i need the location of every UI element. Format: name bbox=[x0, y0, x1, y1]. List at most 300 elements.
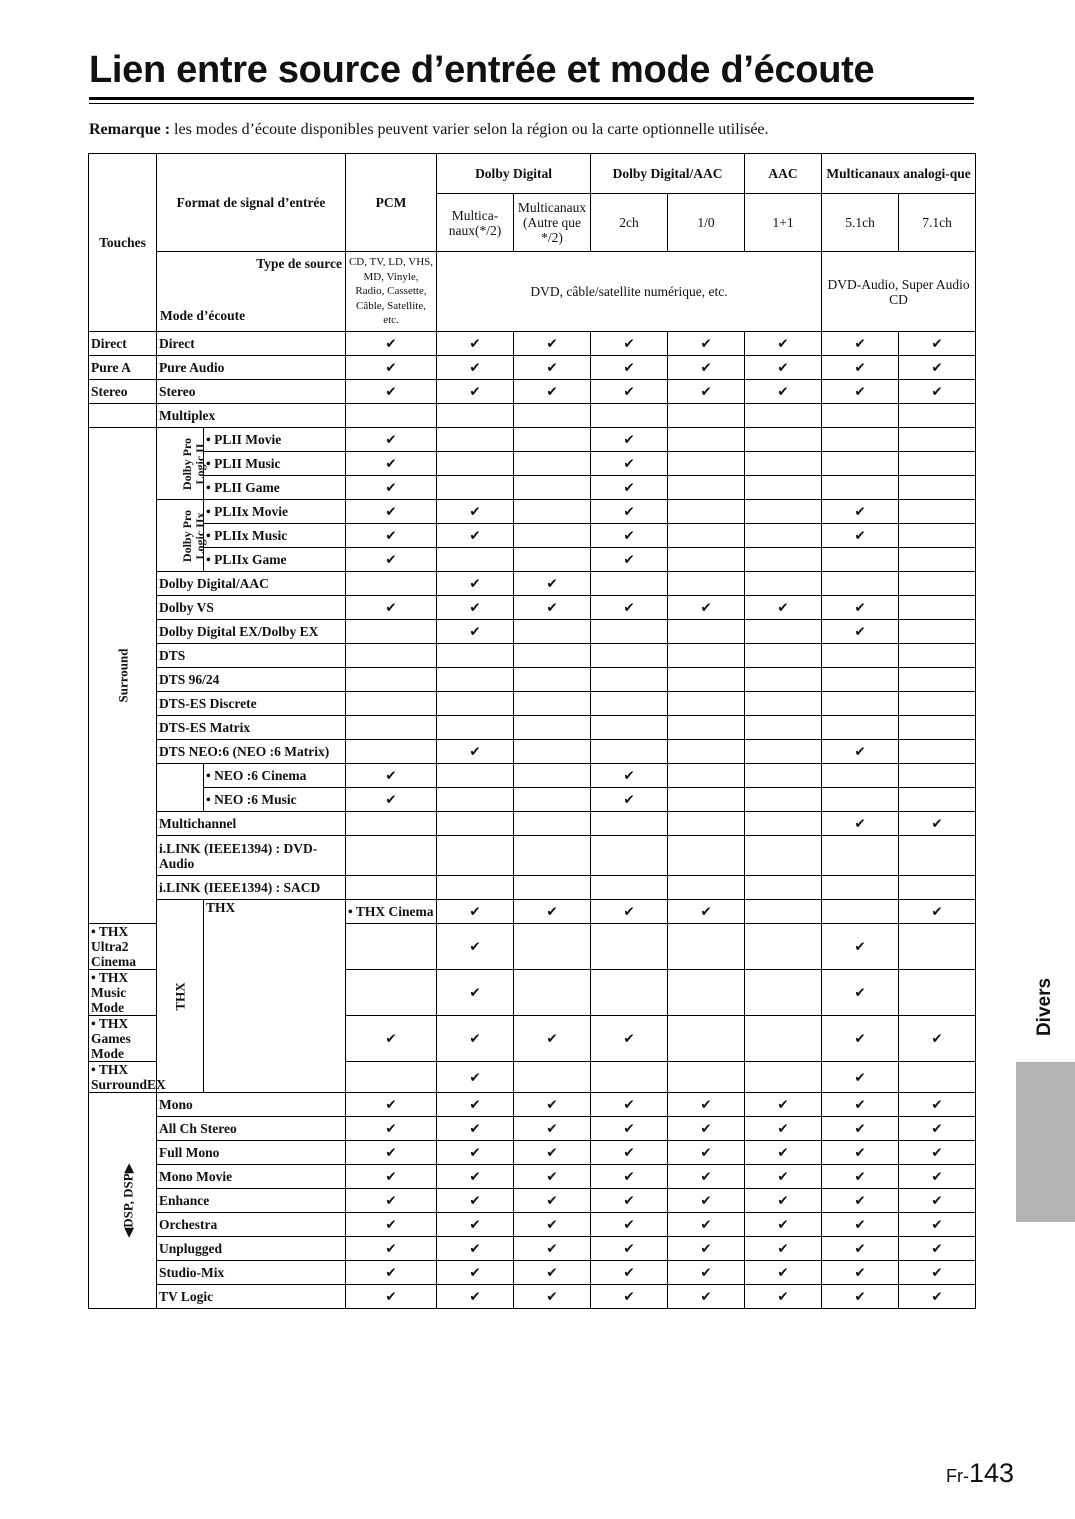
check-mark: ✔ bbox=[346, 1016, 437, 1062]
empty-cell bbox=[437, 836, 514, 876]
empty-cell bbox=[745, 1062, 822, 1093]
check-mark: ✔ bbox=[745, 332, 822, 356]
header-sub-1-1: 1+1 bbox=[745, 194, 822, 252]
mode-name: DTS 96/24 bbox=[157, 668, 346, 692]
empty-cell bbox=[745, 900, 822, 924]
empty-cell bbox=[591, 836, 668, 876]
table-row bbox=[89, 1165, 976, 1189]
table-row bbox=[89, 1189, 976, 1213]
check-mark: ✔ bbox=[822, 1062, 899, 1093]
check-mark: ✔ bbox=[437, 1093, 514, 1117]
check-mark: ✔ bbox=[591, 428, 668, 452]
table-row bbox=[89, 1261, 976, 1285]
mode-name: • THX Music Mode bbox=[89, 970, 157, 1016]
table-row bbox=[89, 1117, 976, 1141]
remark-note bbox=[89, 119, 769, 141]
empty-cell bbox=[745, 524, 822, 548]
mode-name: • THX SurroundEX bbox=[89, 1062, 157, 1093]
check-mark: ✔ bbox=[668, 332, 745, 356]
check-mark: ✔ bbox=[745, 596, 822, 620]
check-mark: ✔ bbox=[899, 1261, 976, 1285]
empty-cell bbox=[514, 764, 591, 788]
check-mark: ✔ bbox=[591, 764, 668, 788]
table-row bbox=[89, 572, 976, 596]
empty-cell bbox=[514, 500, 591, 524]
check-mark: ✔ bbox=[822, 1165, 899, 1189]
empty-cell bbox=[514, 524, 591, 548]
empty-cell bbox=[437, 812, 514, 836]
empty-cell bbox=[591, 572, 668, 596]
check-mark: ✔ bbox=[346, 452, 437, 476]
header-aac: AAC bbox=[745, 154, 822, 194]
check-mark: ✔ bbox=[591, 332, 668, 356]
empty-cell bbox=[437, 876, 514, 900]
check-mark: ✔ bbox=[437, 572, 514, 596]
table-row bbox=[89, 1213, 976, 1237]
check-mark: ✔ bbox=[822, 812, 899, 836]
check-mark: ✔ bbox=[591, 1117, 668, 1141]
empty-cell bbox=[822, 900, 899, 924]
check-mark: ✔ bbox=[591, 900, 668, 924]
check-mark: ✔ bbox=[899, 812, 976, 836]
check-mark: ✔ bbox=[591, 1237, 668, 1261]
empty-cell bbox=[591, 970, 668, 1016]
empty-cell bbox=[591, 876, 668, 900]
mode-name: DTS-ES Matrix bbox=[157, 716, 346, 740]
check-mark: ✔ bbox=[899, 1141, 976, 1165]
check-mark: ✔ bbox=[437, 1165, 514, 1189]
check-mark: ✔ bbox=[437, 524, 514, 548]
check-mark: ✔ bbox=[668, 1189, 745, 1213]
check-mark: ✔ bbox=[346, 1213, 437, 1237]
table-row bbox=[89, 428, 976, 452]
check-mark: ✔ bbox=[591, 1213, 668, 1237]
empty-cell bbox=[822, 836, 899, 876]
check-mark: ✔ bbox=[346, 428, 437, 452]
empty-cell bbox=[745, 836, 822, 876]
empty-cell bbox=[437, 644, 514, 668]
table-row bbox=[89, 692, 976, 716]
empty-cell bbox=[668, 668, 745, 692]
page-prefix: Fr- bbox=[946, 1466, 969, 1486]
empty-cell bbox=[822, 764, 899, 788]
empty-cell bbox=[899, 548, 976, 572]
empty-cell bbox=[437, 428, 514, 452]
check-mark: ✔ bbox=[437, 1261, 514, 1285]
check-mark: ✔ bbox=[822, 970, 899, 1016]
empty-cell bbox=[668, 452, 745, 476]
side-tab-label bbox=[1018, 952, 1072, 1062]
table-row bbox=[89, 1093, 976, 1117]
empty-cell bbox=[437, 548, 514, 572]
empty-cell bbox=[514, 452, 591, 476]
check-mark: ✔ bbox=[591, 788, 668, 812]
empty-cell bbox=[745, 548, 822, 572]
check-mark: ✔ bbox=[346, 500, 437, 524]
empty-cell bbox=[437, 476, 514, 500]
table-row bbox=[89, 380, 976, 404]
header-dolby-digital: Dolby Digital bbox=[437, 154, 591, 194]
empty-cell bbox=[514, 716, 591, 740]
check-mark: ✔ bbox=[437, 620, 514, 644]
mode-name: Orchestra bbox=[157, 1213, 346, 1237]
empty-cell bbox=[745, 924, 822, 970]
check-mark: ✔ bbox=[591, 1285, 668, 1309]
check-mark: ✔ bbox=[437, 1213, 514, 1237]
key-cell bbox=[89, 428, 157, 924]
empty-cell bbox=[899, 452, 976, 476]
check-mark: ✔ bbox=[668, 356, 745, 380]
empty-cell bbox=[822, 876, 899, 900]
check-mark: ✔ bbox=[591, 356, 668, 380]
table-row bbox=[89, 740, 976, 764]
empty-cell bbox=[899, 764, 976, 788]
empty-cell bbox=[745, 788, 822, 812]
header-dvd-sources: DVD, câble/satellite numérique, etc. bbox=[437, 252, 822, 332]
check-mark: ✔ bbox=[591, 1165, 668, 1189]
check-mark: ✔ bbox=[514, 332, 591, 356]
empty-cell bbox=[668, 500, 745, 524]
empty-cell bbox=[514, 812, 591, 836]
empty-cell bbox=[514, 692, 591, 716]
check-mark: ✔ bbox=[591, 1141, 668, 1165]
empty-cell bbox=[745, 452, 822, 476]
check-mark: ✔ bbox=[745, 1141, 822, 1165]
table-row bbox=[89, 452, 976, 476]
key-cell: Stereo bbox=[89, 380, 157, 404]
empty-cell bbox=[822, 404, 899, 428]
mode-name: Studio-Mix bbox=[157, 1261, 346, 1285]
check-mark: ✔ bbox=[437, 596, 514, 620]
check-mark: ✔ bbox=[437, 1189, 514, 1213]
key-cell: Pure A bbox=[89, 356, 157, 380]
header-audio-sources: DVD-Audio, Super Audio CD bbox=[822, 252, 976, 332]
check-mark: ✔ bbox=[668, 1141, 745, 1165]
empty-cell bbox=[346, 668, 437, 692]
empty-cell bbox=[437, 788, 514, 812]
check-mark: ✔ bbox=[437, 1237, 514, 1261]
check-mark: ✔ bbox=[668, 1237, 745, 1261]
check-mark: ✔ bbox=[346, 788, 437, 812]
check-mark: ✔ bbox=[591, 524, 668, 548]
check-mark: ✔ bbox=[514, 1093, 591, 1117]
mode-name: Full Mono bbox=[157, 1141, 346, 1165]
empty-cell bbox=[668, 876, 745, 900]
mode-name: Unplugged bbox=[157, 1237, 346, 1261]
mode-name: Direct bbox=[157, 332, 346, 356]
group-label: Dolby Pro Logic II bbox=[180, 437, 207, 490]
table-row bbox=[89, 788, 976, 812]
mode-name: Mono bbox=[157, 1093, 346, 1117]
check-mark: ✔ bbox=[899, 1016, 976, 1062]
empty-cell bbox=[668, 836, 745, 876]
empty-cell bbox=[346, 970, 437, 1016]
empty-cell bbox=[591, 644, 668, 668]
table-row bbox=[89, 876, 976, 900]
check-mark: ✔ bbox=[822, 380, 899, 404]
check-mark: ✔ bbox=[514, 1213, 591, 1237]
empty-cell bbox=[514, 428, 591, 452]
check-mark: ✔ bbox=[514, 1141, 591, 1165]
check-mark: ✔ bbox=[346, 476, 437, 500]
check-mark: ✔ bbox=[822, 1261, 899, 1285]
mode-name: • THX Ultra2 Cinema bbox=[89, 924, 157, 970]
empty-cell bbox=[514, 1062, 591, 1093]
check-mark: ✔ bbox=[899, 1189, 976, 1213]
check-mark: ✔ bbox=[346, 1093, 437, 1117]
empty-cell bbox=[899, 524, 976, 548]
empty-cell bbox=[591, 1062, 668, 1093]
table-row bbox=[89, 764, 976, 788]
check-mark: ✔ bbox=[899, 1285, 976, 1309]
check-mark: ✔ bbox=[899, 332, 976, 356]
empty-cell bbox=[668, 572, 745, 596]
check-mark: ✔ bbox=[745, 1261, 822, 1285]
check-mark: ✔ bbox=[514, 356, 591, 380]
mode-name: Multiplex bbox=[157, 404, 346, 428]
check-mark: ✔ bbox=[346, 1141, 437, 1165]
empty-cell bbox=[899, 428, 976, 452]
empty-cell bbox=[745, 500, 822, 524]
check-mark: ✔ bbox=[437, 356, 514, 380]
empty-cell bbox=[346, 1062, 437, 1093]
check-mark: ✔ bbox=[822, 620, 899, 644]
empty-cell bbox=[899, 620, 976, 644]
title-rule-thick bbox=[89, 97, 974, 100]
check-mark: ✔ bbox=[822, 740, 899, 764]
mode-name: i.LINK (IEEE1394) : DVD-Audio bbox=[157, 836, 346, 876]
empty-cell bbox=[822, 668, 899, 692]
mode-name: • THX Games Mode bbox=[89, 1016, 157, 1062]
header-sub-multichannel-2: Multicanaux (Autre que */2) bbox=[514, 194, 591, 252]
empty-cell bbox=[514, 740, 591, 764]
empty-cell bbox=[514, 668, 591, 692]
header-sub-5-1ch: 5.1ch bbox=[822, 194, 899, 252]
mode-name: • THX Cinema bbox=[346, 900, 437, 924]
table-row bbox=[89, 716, 976, 740]
empty-cell bbox=[668, 1016, 745, 1062]
check-mark: ✔ bbox=[899, 1165, 976, 1189]
check-mark: ✔ bbox=[745, 380, 822, 404]
empty-cell bbox=[745, 740, 822, 764]
check-mark: ✔ bbox=[514, 1117, 591, 1141]
empty-cell bbox=[822, 428, 899, 452]
side-tab-block bbox=[1016, 1062, 1075, 1222]
mode-name: • NEO :6 Cinema bbox=[204, 764, 346, 788]
empty-cell bbox=[668, 812, 745, 836]
check-mark: ✔ bbox=[591, 1093, 668, 1117]
empty-cell bbox=[668, 970, 745, 1016]
empty-cell bbox=[514, 836, 591, 876]
empty-cell bbox=[745, 668, 822, 692]
table-row bbox=[89, 596, 976, 620]
mode-name: • PLII Movie bbox=[204, 428, 346, 452]
key-label: ◀DSP, DSP▶ bbox=[120, 1163, 136, 1238]
check-mark: ✔ bbox=[514, 1165, 591, 1189]
mode-name: • PLII Music bbox=[204, 452, 346, 476]
check-mark: ✔ bbox=[591, 548, 668, 572]
check-mark: ✔ bbox=[346, 548, 437, 572]
check-mark: ✔ bbox=[437, 1016, 514, 1062]
header-sub-7-1ch: 7.1ch bbox=[899, 194, 976, 252]
empty-cell bbox=[668, 548, 745, 572]
table-row bbox=[89, 644, 976, 668]
check-mark: ✔ bbox=[745, 1189, 822, 1213]
table-row bbox=[89, 900, 976, 924]
check-mark: ✔ bbox=[346, 1165, 437, 1189]
check-mark: ✔ bbox=[514, 1261, 591, 1285]
check-mark: ✔ bbox=[822, 1213, 899, 1237]
empty-cell bbox=[514, 476, 591, 500]
empty-cell bbox=[745, 428, 822, 452]
table-row bbox=[89, 476, 976, 500]
check-mark: ✔ bbox=[745, 1213, 822, 1237]
check-mark: ✔ bbox=[437, 924, 514, 970]
check-mark: ✔ bbox=[822, 500, 899, 524]
check-mark: ✔ bbox=[514, 1237, 591, 1261]
check-mark: ✔ bbox=[822, 1093, 899, 1117]
empty-cell bbox=[822, 548, 899, 572]
empty-cell bbox=[668, 620, 745, 644]
empty-cell bbox=[745, 644, 822, 668]
table-row bbox=[89, 356, 976, 380]
empty-cell bbox=[899, 572, 976, 596]
key-label: THX bbox=[172, 981, 188, 1011]
empty-cell bbox=[514, 788, 591, 812]
mode-name: Enhance bbox=[157, 1189, 346, 1213]
check-mark: ✔ bbox=[668, 380, 745, 404]
check-mark: ✔ bbox=[668, 900, 745, 924]
title-rule-thin bbox=[89, 103, 974, 104]
group-cell-empty bbox=[157, 764, 204, 812]
check-mark: ✔ bbox=[346, 764, 437, 788]
empty-cell bbox=[591, 620, 668, 644]
mode-name: • NEO :6 Music bbox=[204, 788, 346, 812]
empty-cell bbox=[346, 716, 437, 740]
empty-cell bbox=[514, 548, 591, 572]
header-pcm-sources: CD, TV, LD, VHS, MD, Vinyle, Radio, Cassette, Câble, Satellite, etc. bbox=[346, 252, 437, 332]
mode-name: • PLIIx Music bbox=[204, 524, 346, 548]
empty-cell bbox=[745, 1016, 822, 1062]
header-input-format: Format de signal d’entrée bbox=[157, 154, 346, 252]
empty-cell bbox=[668, 524, 745, 548]
check-mark: ✔ bbox=[668, 1213, 745, 1237]
empty-cell bbox=[668, 740, 745, 764]
empty-cell bbox=[668, 476, 745, 500]
check-mark: ✔ bbox=[437, 332, 514, 356]
mode-name: Pure Audio bbox=[157, 356, 346, 380]
empty-cell bbox=[745, 404, 822, 428]
empty-cell bbox=[745, 876, 822, 900]
check-mark: ✔ bbox=[745, 1117, 822, 1141]
page-title: Lien entre source d’entrée et mode d’écoute bbox=[89, 49, 875, 91]
mode-name: Mono Movie bbox=[157, 1165, 346, 1189]
empty-cell bbox=[668, 692, 745, 716]
remark-label: Remarque : bbox=[89, 121, 171, 138]
check-mark: ✔ bbox=[668, 1093, 745, 1117]
empty-cell bbox=[822, 476, 899, 500]
check-mark: ✔ bbox=[822, 1237, 899, 1261]
check-mark: ✔ bbox=[745, 356, 822, 380]
empty-cell bbox=[437, 404, 514, 428]
empty-cell bbox=[899, 788, 976, 812]
table-row bbox=[89, 1237, 976, 1261]
table-row bbox=[89, 620, 976, 644]
empty-cell bbox=[822, 788, 899, 812]
header-multichannel-analog: Multicanaux analogi-que bbox=[822, 154, 976, 194]
empty-cell bbox=[899, 476, 976, 500]
check-mark: ✔ bbox=[346, 1237, 437, 1261]
empty-cell bbox=[899, 924, 976, 970]
header-sub-2ch: 2ch bbox=[591, 194, 668, 252]
page-number-value: 143 bbox=[968, 1458, 1015, 1488]
check-mark: ✔ bbox=[437, 1117, 514, 1141]
check-mark: ✔ bbox=[346, 380, 437, 404]
key-cell-empty bbox=[89, 404, 157, 428]
empty-cell bbox=[899, 596, 976, 620]
key-cell bbox=[89, 1093, 157, 1309]
empty-cell bbox=[899, 740, 976, 764]
empty-cell bbox=[514, 876, 591, 900]
empty-cell bbox=[514, 924, 591, 970]
mode-name: Dolby Digital EX/Dolby EX bbox=[157, 620, 346, 644]
empty-cell bbox=[514, 404, 591, 428]
check-mark: ✔ bbox=[437, 380, 514, 404]
check-mark: ✔ bbox=[745, 1093, 822, 1117]
empty-cell bbox=[668, 1062, 745, 1093]
empty-cell bbox=[514, 970, 591, 1016]
check-mark: ✔ bbox=[822, 332, 899, 356]
mode-name: Dolby VS bbox=[157, 596, 346, 620]
header-pcm: PCM bbox=[346, 154, 437, 252]
empty-cell bbox=[346, 812, 437, 836]
empty-cell bbox=[346, 620, 437, 644]
header-touches: Touches bbox=[89, 154, 157, 332]
empty-cell bbox=[591, 740, 668, 764]
check-mark: ✔ bbox=[591, 1261, 668, 1285]
mode-name: Dolby Digital/AAC bbox=[157, 572, 346, 596]
empty-cell bbox=[346, 644, 437, 668]
check-mark: ✔ bbox=[899, 356, 976, 380]
empty-cell bbox=[668, 788, 745, 812]
table-row bbox=[89, 1141, 976, 1165]
check-mark: ✔ bbox=[822, 524, 899, 548]
table-row bbox=[89, 668, 976, 692]
side-tab-text: Divers bbox=[1034, 977, 1055, 1037]
empty-cell bbox=[591, 812, 668, 836]
mode-name: TV Logic bbox=[157, 1285, 346, 1309]
empty-cell bbox=[668, 428, 745, 452]
header-dolby-digital-aac: Dolby Digital/AAC bbox=[591, 154, 745, 194]
check-mark: ✔ bbox=[899, 1213, 976, 1237]
table-row bbox=[89, 332, 976, 356]
group-label: Dolby Pro Logic IIx bbox=[180, 509, 207, 562]
header-source-mode-cell bbox=[157, 252, 346, 332]
check-mark: ✔ bbox=[822, 356, 899, 380]
empty-cell bbox=[745, 620, 822, 644]
check-mark: ✔ bbox=[745, 1285, 822, 1309]
header-sub-multichannel-1: Multica-naux(*/2) bbox=[437, 194, 514, 252]
check-mark: ✔ bbox=[591, 596, 668, 620]
check-mark: ✔ bbox=[437, 500, 514, 524]
mode-name: Stereo bbox=[157, 380, 346, 404]
table-row bbox=[89, 812, 976, 836]
empty-cell bbox=[591, 924, 668, 970]
empty-cell bbox=[745, 812, 822, 836]
empty-cell bbox=[346, 404, 437, 428]
empty-cell bbox=[591, 692, 668, 716]
check-mark: ✔ bbox=[346, 332, 437, 356]
